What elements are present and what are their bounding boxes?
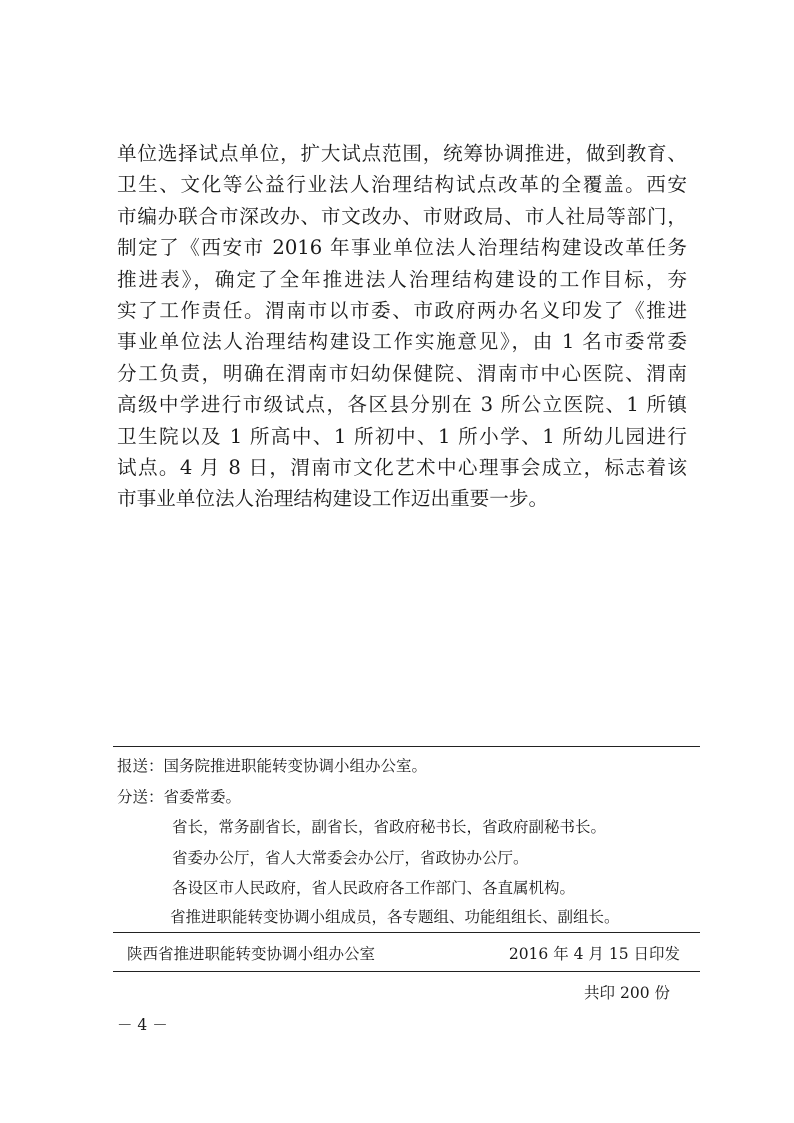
- issue-date: 2016 年 4 月 15 日印发: [508, 945, 680, 963]
- body-line: 市事业单位法人治理结构建设工作迈出重要一步。: [117, 487, 549, 511]
- copy-to-recipients-line: 省委办公厅，省人大常委会办公厅，省政协办公厅。: [172, 849, 529, 867]
- body-line: 制定了《西安市 2016 年事业单位法人治理结构建设改革任务: [117, 236, 687, 260]
- body-line: 卫生院以及 1 所高中、1 所初中、1 所小学、1 所幼儿园进行: [117, 424, 687, 448]
- footer-top-rule: [113, 932, 700, 933]
- body-line: 分工负责，明确在渭南市妇幼保健院、渭南市中心医院、渭南: [117, 361, 687, 385]
- body-line: 市编办联合市深改办、市文改办、市财政局、市人社局等部门，: [117, 204, 687, 228]
- copy-to-recipients-line: 省长，常务副省长，副省长，省政府秘书长，省政府副秘书长。: [172, 818, 607, 836]
- body-line: 高级中学进行市级试点，各区县分别在 3 所公立医院、1 所镇: [117, 393, 687, 417]
- copy-to-recipients-line: 省推进职能转变协调小组成员，各专题组、功能组组长、副组长。: [170, 908, 620, 926]
- body-line: 试点。4 月 8 日，渭南市文化艺术中心理事会成立，标志着该: [117, 455, 687, 479]
- footer-bottom-rule: [113, 971, 700, 972]
- body-line: 推进表》，确定了全年推进法人治理结构建设的工作目标，夯: [117, 267, 687, 291]
- distribution-top-rule: [113, 746, 700, 747]
- copy-to-line: 分送：省委常委。: [117, 788, 242, 806]
- body-line: 实了工作责任。渭南市以市委、市政府两办名义印发了《推进: [117, 298, 687, 322]
- copy-to-recipients-line: 各设区市人民政府，省人民政府各工作部门、各直属机构。: [172, 879, 576, 897]
- page-number: － 4 －: [117, 1016, 168, 1034]
- body-line: 单位选择试点单位，扩大试点范围，统筹协调推进，做到教育、: [117, 142, 687, 165]
- report-to-line: 报送：国务院推进职能转变协调小组办公室。: [117, 757, 428, 775]
- copies-count: 共印 200 份: [584, 984, 670, 1002]
- issuer: 陕西省推进职能转变协调小组办公室: [127, 945, 376, 963]
- body-line: 事业单位法人治理结构建设工作实施意见》，由 1 名市委常委: [117, 330, 687, 354]
- body-line: 卫生、文化等公益行业法人治理结构试点改革的全覆盖。西安: [117, 173, 687, 197]
- body-paragraph: [117, 138, 687, 515]
